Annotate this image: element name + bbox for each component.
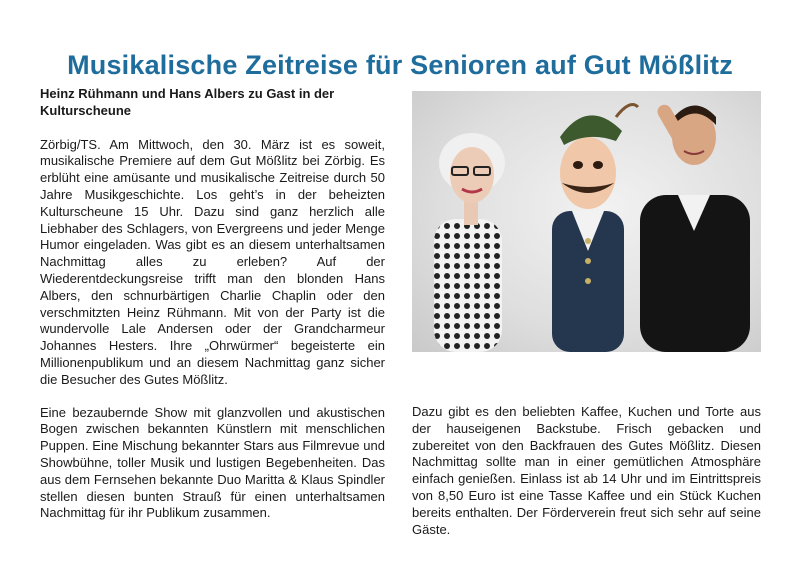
right-column [412,404,761,554]
left-column [40,86,385,538]
paragraph-show: Eine bezaubernde Show mit glanzvollen und akustischen Bogen zwischen bekannten Künstlern mit menschlichen Puppen. Eine Mischung bekannter Stars aus Filmrevue und Showbühne, toller Musik und lustigen Begebenheiten. Das aus dem Fernsehen bekannte Duo Maritta & Klaus Spindler stellen diesen bunten Strauß für einen unterhaltsamen Nachmittag für ihr Publikum zusammen. [40,404,385,521]
puppet-figure [552,105,638,352]
man-figure [640,102,750,352]
article-photo [412,91,761,352]
woman-figure [434,133,505,352]
article-title: Musikalische Zeitreise für Senioren auf Gut Mößlitz [67,50,733,81]
paragraph-intro: Zörbig/TS. Am Mittwoch, den 30. März ist es soweit, musikalische Premiere auf dem Gut Mößlitz bei Zörbig. Es erblüht eine amüsante und musikalische Zeitreise durch 50 Jahre Musikgeschichte. Los geht’s in der beheizten Kulturscheune 15 Uhr. Dazu sind ganz herzlich alle Liebhaber des Schlagers, von Evergreens und jeder Menge Humor eingeladen. Was gibt es an diesem unterhaltsamen Nachmittag alles zu erleben? Auf der Wiederentdeckungsreise trifft man den blonden Hans Albers, den schnurbärtigen Charlie Chaplin oder den verschmitzten Heinz Rühmann. Mit von der Party ist die wundervolle Lale Andersen oder der Grandcharmeur Johannes Hesters. Ihre „Ohrwürmer“ begeisterte ein Millionenpublikum und an diesem Nachmittag ganz sicher die Besucher des Gutes Mößlitz. [40,136,385,387]
paragraph-cafe: Dazu gibt es den beliebten Kaffee, Kuchen und Torte aus der hauseigenen Backstube. Frisch gebacken und zubereitet von den Backfrauen des Gutes Mößlitz. Diesen Nachmittag sollte man in einer gemütlichen Atmosphäre einfach genießen. Einlass ist ab 14 Uhr und im Eintrittspreis von 8,50 Euro ist eine Tasse Kaffee und ein Stück Kuchen bereits enthalten. Der Förderverein freut sich sehr auf seine Gäste. [412,404,761,537]
article-subtitle: Heinz Rühmann und Hans Albers zu Gast in der Kulturscheune [40,86,335,118]
